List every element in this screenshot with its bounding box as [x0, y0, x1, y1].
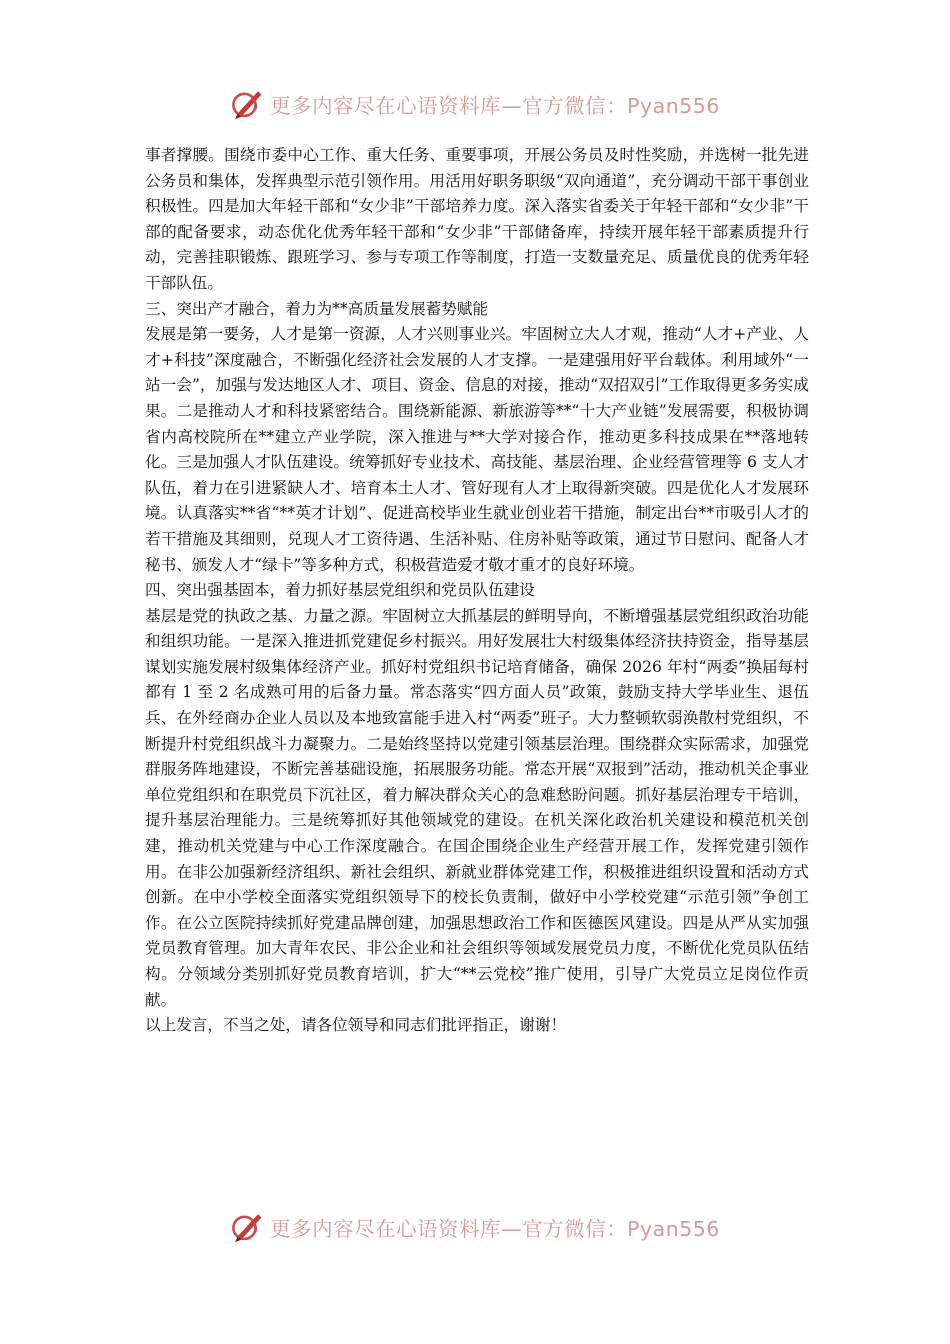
header-watermark — [0, 84, 950, 124]
footer-watermark — [0, 1207, 950, 1247]
section-heading: 四、突出强基固本，着力抓好基层党组织和党员队伍建设 — [145, 581, 535, 600]
paragraph: 基层是党的执政之基、力量之源。牢固树立大抓基层的鲜明导向，不断增强基层党组织政治功能和组织功能。一是深入推进抓党建促乡村振兴。用好发展壮大村级集体经济扶持资金，指导基层谋划实施发展村级集体经济产业。抓好村党组织书记培育储备，确保 2026 年村“两委”换届每村都有 1 至 2 名成熟可用的后备力量。常态落实“四方面人员”政策，鼓励支持大学毕业生、退伍兵、在外经商办企业人员以及本地致富能手进入村“两委”班子。大力整顿软弱涣散村党组织，不断提升村党组织战斗力凝聚力。二是始终坚持以党建引领基层治理。围绕群众实际需求，加强党群服务阵地建设，不断完善基础设施，拓展服务功能。常态开展“双报到”活动，推动机关企事业单位党组织和在职党员下沉社区，着力解决群众关心的急难愁盼问题。抓好基层治理专干培训，提升基层治理能力。三是统筹抓好其他领域党的建设。在机关深化政治机关建设和模范机关创建，推动机关党建与中心工作深度融合。在国企围绕企业生产经营开展工作，发挥党建引领作用。在非公加强新经济组织、新社会组织、新就业群体党建工作，积极推进组织设置和活动方式创新。在中小学校全面落实党组织领导下的校长负责制，做好中小学校党建“示范引领”争创工作。在公立医院持续抓好党建品牌创建，加强思想政治工作和医德医风建设。四是从严从实加强党员教育管理。加大青年农民、非公企业和社会组织等领域发展党员力度，不断优化党员队伍结构。分领域分类别抓好党员教育培训，扩大“**云党校”推广使用，引导广大党员立足岗位作贡献。 — [145, 606, 809, 1009]
pen-logo-icon — [230, 1210, 264, 1244]
pen-logo-icon — [230, 87, 264, 121]
closing-paragraph: 以上发言，不当之处，请各位领导和同志们批评指正，谢谢！ — [145, 1016, 567, 1035]
paragraph: 事者撑腰。围绕市委中心工作、重大任务、重要事项，开展公务员及时性奖励，并选树一批先进公务员和集体，发挥典型示范引领作用。用活用好职务职级“双向通道”，充分调动干部干事创业积极性。四是加大年轻干部和“女少非”干部培养力度。深入落实省委关于年轻干部和“女少非”干部的配备要求，动态优化优秀年轻干部和“女少非”干部储备库，持续开展年轻干部素质提升行动，完善挂职锻炼、跟班学习、参与专项工作等制度，打造一支数量充足、质量优良的优秀年轻干部队伍。 — [145, 146, 809, 292]
document-body — [145, 143, 809, 1039]
watermark-text: 更多内容尽在心语资料库—官方微信：Pyan556 — [270, 94, 720, 118]
watermark-text: 更多内容尽在心语资料库—官方微信：Pyan556 — [270, 1217, 720, 1241]
paragraph: 发展是第一要务，人才是第一资源，人才兴则事业兴。牢固树立大人才观，推动“人才+产业、人才+科技”深度融合，不断强化经济社会发展的人才支撑。一是建强用好平台载体。利用域外“一站一会”，加强与发达地区人才、项目、资金、信息的对接，推动“双招双引”工作取得更多务实成果。二是推动人才和科技紧密结合。围绕新能源、新旅游等**“十大产业链”发展需要，积极协调省内高校院所在**建立产业学院，深入推进与**大学对接合作，推动更多科技成果在**落地转化。三是加强人才队伍建设。统筹抓好专业技术、高技能、基层治理、企业经营管理等 6 支人才队伍，着力在引进紧缺人才、培育本土人才、管好现有人才上取得新突破。四是优化人才发展环境。认真落实**省“**英才计划”、促进高校毕业生就业创业若干措施，制定出台**市吸引人才的若干措施及其细则，兑现人才工资待遇、生活补贴、住房补贴等政策，通过节日慰问、配备人才秘书、颁发人才“绿卡”等多种方式，积极营造爱才敬才重才的良好环境。 — [145, 325, 809, 574]
section-heading: 三、突出产才融合，着力为**高质量发展蓄势赋能 — [145, 299, 489, 318]
